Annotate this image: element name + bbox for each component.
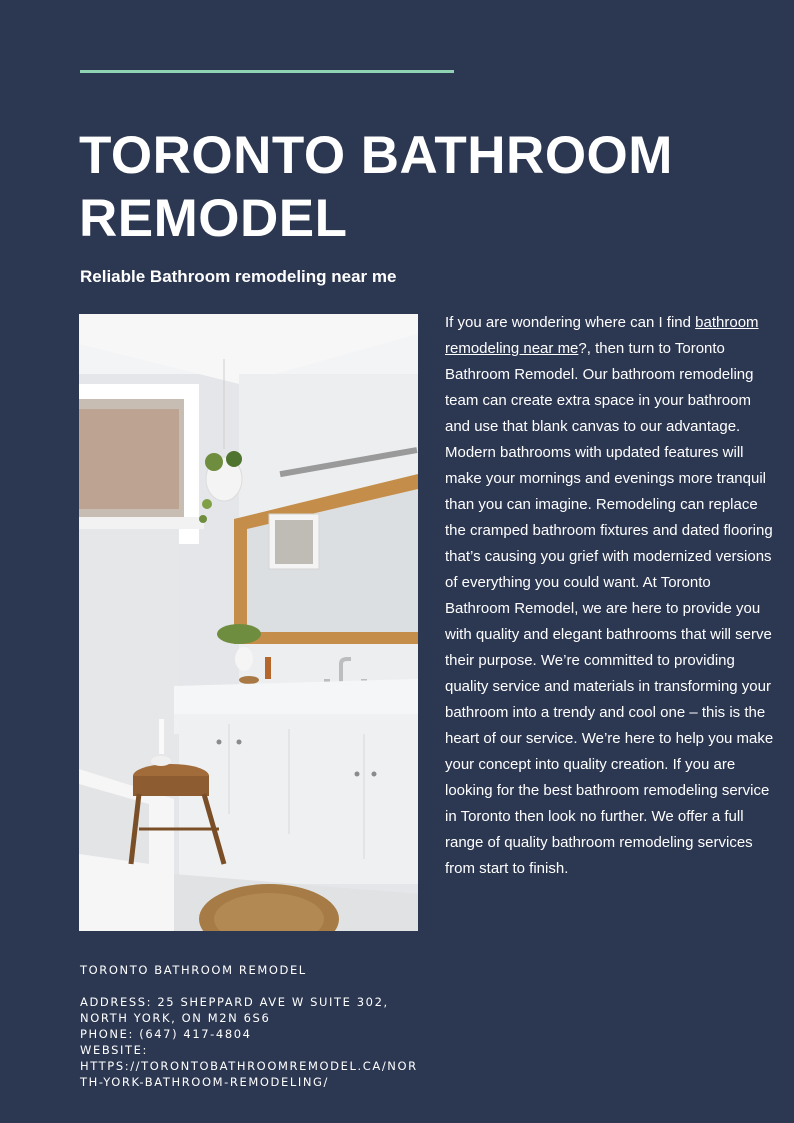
accent-divider <box>80 70 454 73</box>
footer-website-label: WEBSITE: <box>80 1043 148 1057</box>
footer-website-url[interactable]: HTTPS://TORONTOBATHROOMREMODEL.CA/NORTH-YORK-BATHROOM-REMODELING/ <box>80 1059 418 1089</box>
description-text <box>445 310 775 882</box>
bathroom-photo <box>79 314 418 931</box>
page-subtitle: Reliable Bathroom remodeling near me <box>80 267 397 286</box>
contact-footer <box>80 962 420 1090</box>
page-title: TORONTO BATHROOM REMODEL <box>79 126 673 248</box>
footer-address-line2: NORTH YORK, ON M2N 6S6 <box>80 1011 271 1025</box>
footer-phone: PHONE: (647) 417-4804 <box>80 1027 252 1041</box>
bathroom-remodeling-link[interactable]: bathroom remodeling near me <box>445 314 759 357</box>
footer-address-line1: ADDRESS: 25 SHEPPARD AVE W SUITE 302, <box>80 995 389 1009</box>
footer-company-name: TORONTO BATHROOM REMODEL <box>80 963 307 977</box>
body-continuation-text: ?, then turn to Toronto Bathroom Remodel. Our bathroom remodeling team can create extra space in your bathroom and use that blank canvas to our advantage. Modern bathrooms with updated features will make your mornings and evenings more tranquil than you can imagine. Remodeling can replace the cramped bathroom fixtures and dated flooring that’s causing you grief with modernized versions of everything you could want. At Toronto Bathroom Remodel, we are here to provide you with quality and elegant bathrooms that will serve their purpose. We’re committed to providing quality service and materials in transforming your bathroom into a trendy and cool one – this is the heart of our service. We’re here to help you make your concept into quality creation. If you are looking for the best bathroom remodeling service in Toronto then look no further. We offer a full range of quality bathroom remodeling services from start to finish. <box>445 340 774 877</box>
intro-text: If you are wondering where can I find <box>445 314 696 331</box>
